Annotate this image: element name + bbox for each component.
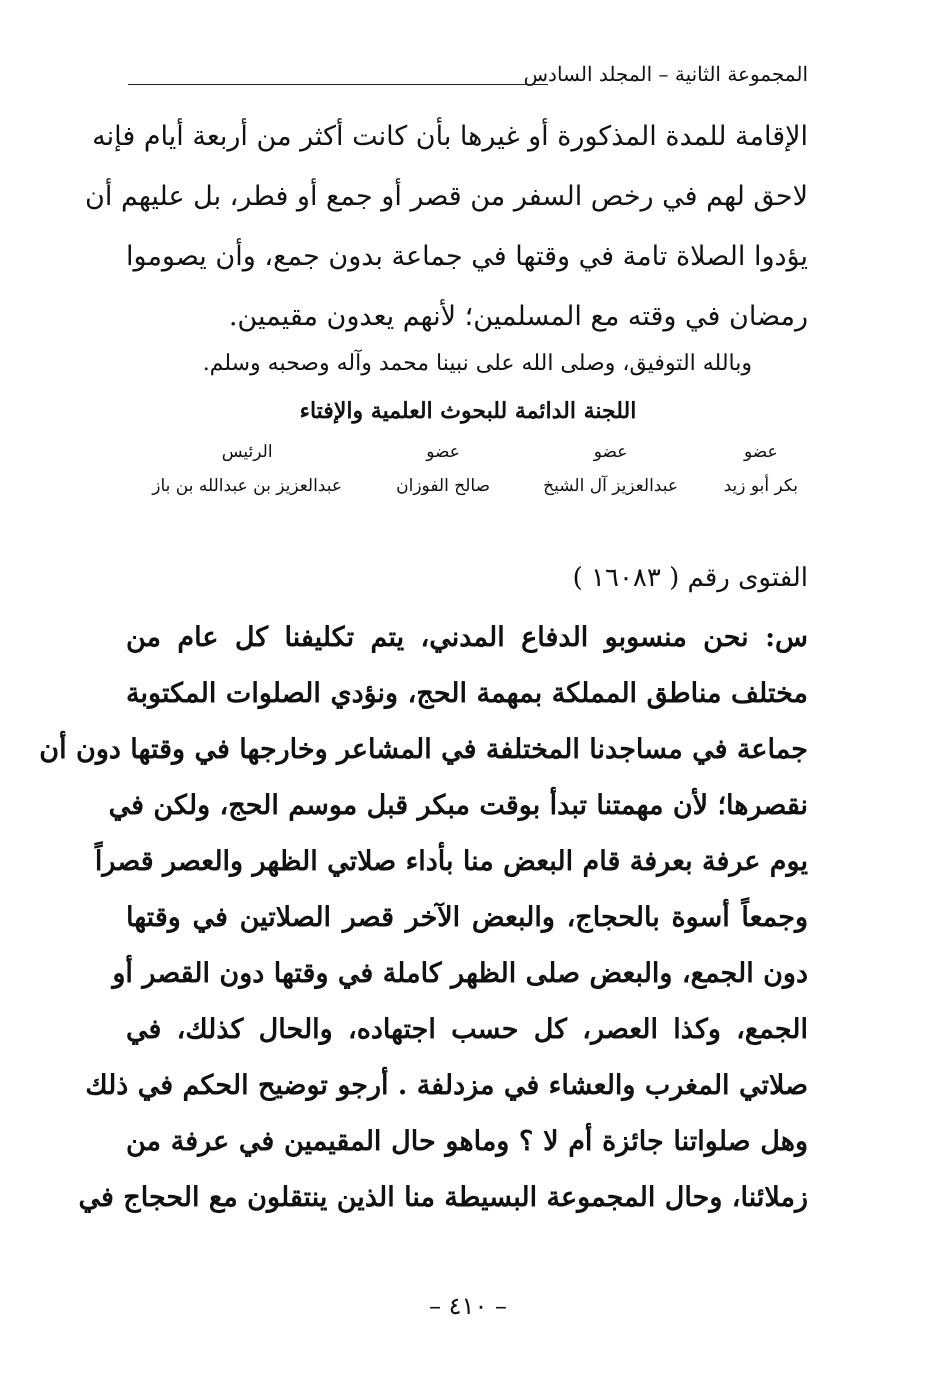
answer-line: الإقامة للمدة المذكورة أو غيرها بأن كانت أكثر من أربعة أيام فإنه bbox=[92, 121, 808, 152]
member-name: بكر أبو زيد bbox=[723, 476, 798, 496]
question-line: صلاتي المغرب والعشاء في مزدلفة . أرجو توضيح الحكم في ذلك bbox=[85, 1070, 808, 1101]
header-rule bbox=[128, 84, 548, 85]
member-role: الرئيس bbox=[221, 442, 273, 462]
answer-line: يؤدوا الصلاة تامة في وقتها في جماعة بدون جمع، وأن يصوموا bbox=[126, 241, 808, 272]
question-line: الجمع، وكذا العصر، كل حسب اجتهاده، والحال كذلك، في bbox=[126, 1014, 808, 1045]
page-number: – ٤١٠ – bbox=[429, 1292, 507, 1320]
running-head: المجموعة الثانية – المجلد السادس bbox=[523, 62, 808, 86]
closing-formula: وبالله التوفيق، وصلى الله على نبينا محمد وآله وصحبه وسلم. bbox=[202, 351, 752, 376]
answer-line: رمضان في وقته مع المسلمين؛ لأنهم يعدون مقيمين. bbox=[228, 301, 808, 332]
question-line: مختلف مناطق المملكة بمهمة الحج، ونؤدي الصلوات المكتوبة bbox=[126, 678, 808, 709]
committee-member bbox=[724, 440, 798, 498]
member-name: عبدالعزيز آل الشيخ bbox=[543, 476, 678, 496]
member-role: عضو bbox=[426, 442, 460, 462]
member-role: عضو bbox=[593, 442, 628, 462]
question-line: يوم عرفة بعرفة قام البعض منا بأداء صلاتي الظهر والعصر قصراً bbox=[94, 846, 808, 877]
question-line: نقصرها؛ لأن مهمتنا تبدأ بوقت مبكر قبل موسم الحج، ولكن في bbox=[108, 790, 808, 821]
committee-member bbox=[543, 440, 678, 498]
member-name: صالح الفوزان bbox=[396, 476, 490, 496]
question-line: زملائنا، وحال المجموعة البسيطة منا الذين ينتقلون مع الحجاج في bbox=[78, 1182, 808, 1213]
member-name: عبدالعزيز بن عبدالله بن باز bbox=[152, 476, 342, 496]
question-line: جماعة في مساجدنا المختلفة في المشاعر وخارجها في وقتها دون أن bbox=[39, 734, 808, 765]
fatwa-number: الفتوى رقم ( ١٦٠٨٣ ) bbox=[572, 563, 808, 593]
member-role: عضو bbox=[743, 442, 778, 462]
question-line: وجمعاً أسوة بالحجاج، والبعض الآخر قصر الصلاتين في وقتها bbox=[126, 902, 808, 933]
question-line: وهل صلواتنا جائزة أم لا ؟ وماهو حال المقيمين في عرفة من bbox=[126, 1126, 808, 1157]
committee-member bbox=[396, 440, 490, 498]
question-line: س: نحن منسوبو الدفاع المدني، يتم تكليفنا كل عام من bbox=[126, 622, 808, 653]
question-line: دون الجمع، والبعض صلى الظهر كاملة في وقتها دون القصر أو bbox=[112, 958, 808, 989]
committee-name: اللجنة الدائمة للبحوث العلمية والإفتاء bbox=[299, 398, 637, 424]
answer-line: لاحق لهم في رخص السفر من قصر أو جمع أو فطر، بل عليهم أن bbox=[85, 181, 808, 212]
committee-member bbox=[152, 440, 342, 498]
